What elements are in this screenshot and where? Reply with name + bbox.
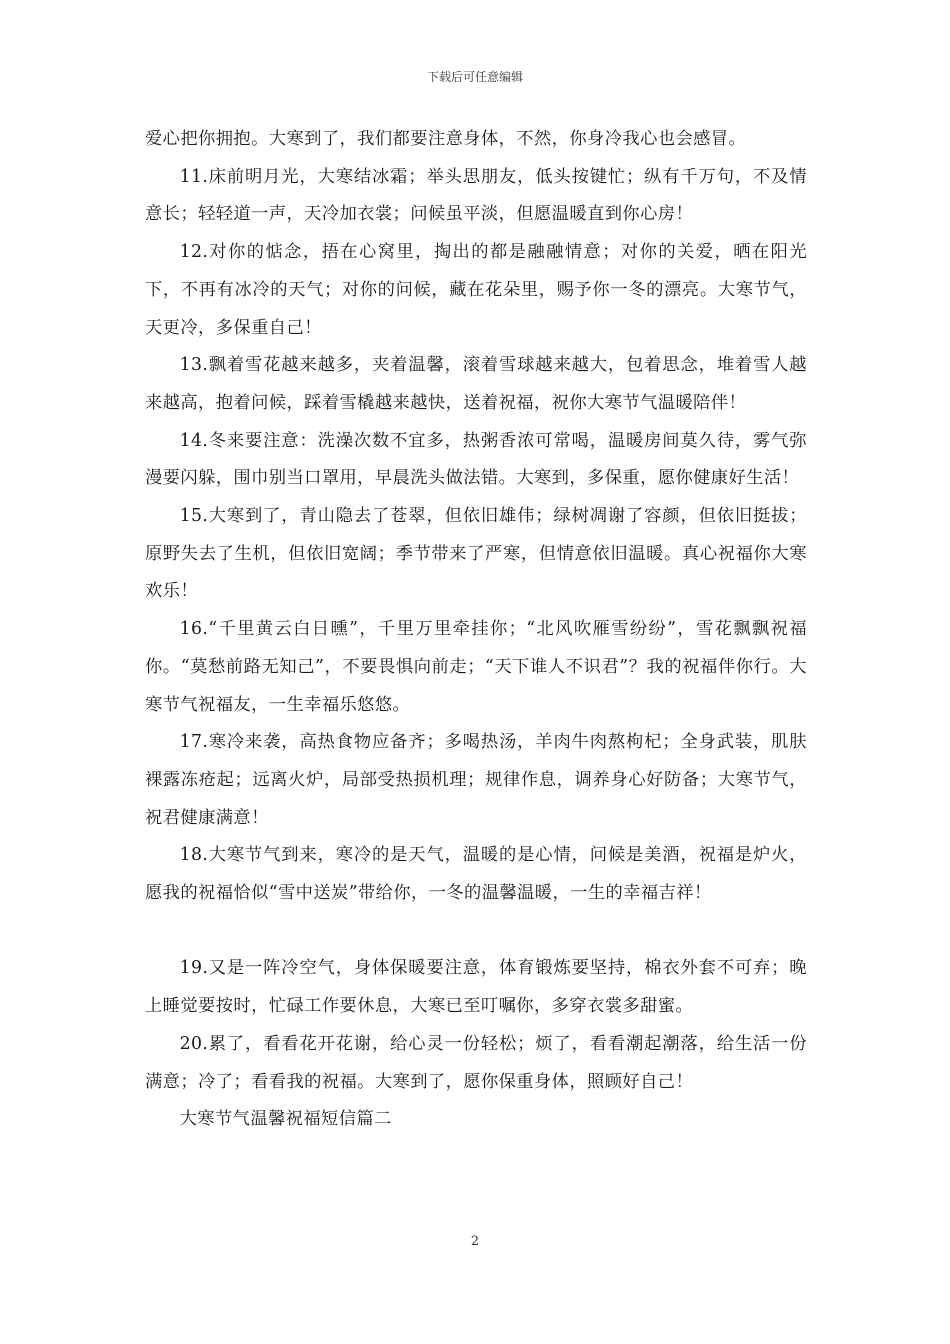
paragraph-item-19: 19.又是一阵冷空气，身体保暖要注意，体育锻炼要坚持，棉衣外套不可弃；晚上睡觉要按时，忙碌工作要休息，大寒已至叮嘱你，多穿衣裳多甜蜜。 [145, 958, 807, 1017]
paragraph-item-15: 15.大寒到了，青山隐去了苍翠，但依旧雄伟；绿树凋谢了容颜，但依旧挺拔；原野失去了生机，但依旧宽阔；季节带来了严寒，但情意依旧温暖。真心祝福你大寒欢乐！ [145, 506, 807, 602]
paragraph-item-16: 16.“千里黄云白日曛”，千里万里牵挂你；“北风吹雁雪纷纷”，雪花飘飘祝福你。“莫愁前路无知己”，不要畏惧向前走；“天下谁人不识君”？我的祝福伴你行。大寒节气祝福友，一生幸福乐悠悠。 [145, 619, 807, 715]
paragraph-item-20: 20.累了，看看花开花谢，给心灵一份轻松；烦了，看看潮起潮落，给生活一份满意；冷了；看看我的祝福。大寒到了，愿你保重身体，照顾好自己！ [145, 1033, 807, 1092]
section-heading: 大寒节气温馨祝福短信篇二 [179, 1109, 392, 1130]
paragraph-item-18: 18.大寒节气到来，寒冷的是天气，温暖的是心情，问候是美酒，祝福是炉火，愿我的祝福恰似“雪中送炭”带给你，一冬的温馨温暖，一生的幸福吉祥！ [145, 845, 807, 904]
paragraph-continuation: 爱心把你拥抱。大寒到了，我们都要注意身体，不然，你身冷我心也会感冒。 [145, 129, 747, 149]
page-header: 下载后可任意编辑 [426, 70, 523, 84]
paragraph-item-14: 14.冬来要注意：洗澡次数不宜多，热粥香浓可常喝，温暖房间莫久待，雾气弥漫要闪躲，围巾别当口罩用，早晨洗头做法错。大寒到，多保重，愿你健康好生活！ [145, 430, 807, 489]
paragraph-item-13: 13.飘着雪花越来越多，夹着温馨，滚着雪球越来越大，包着思念，堆着雪人越来越高，抱着问候，踩着雪橇越来越快，送着祝福，祝你大寒节气温暖陪伴！ [145, 355, 807, 413]
paragraph-item-17: 17.寒冷来袭，高热食物应备齐；多喝热汤，羊肉牛肉熬枸杞；全身武装，肌肤裸露冻疮起；远离火炉，局部受热损机理；规律作息，调养身心好防备；大寒节气，祝君健康满意！ [145, 732, 807, 828]
document-body [145, 121, 807, 1139]
paragraph-item-11: 11.床前明月光，大寒结冰霜；举头思朋友，低头按键忙；纵有千万句，不及情意长；轻轻道一声，天冷加衣裳；问候虽平淡，但愿温暖直到你心房！ [145, 166, 807, 225]
paragraph-item-12: 12.对你的惦念，捂在心窝里，掏出的都是融融情意；对你的关爱，晒在阳光下，不再有冰冷的天气；对你的问候，藏在花朵里，赐予你一冬的漂亮。大寒节气，天更冷，多保重自己！ [145, 242, 807, 338]
page-number: 2 [470, 1234, 480, 1249]
